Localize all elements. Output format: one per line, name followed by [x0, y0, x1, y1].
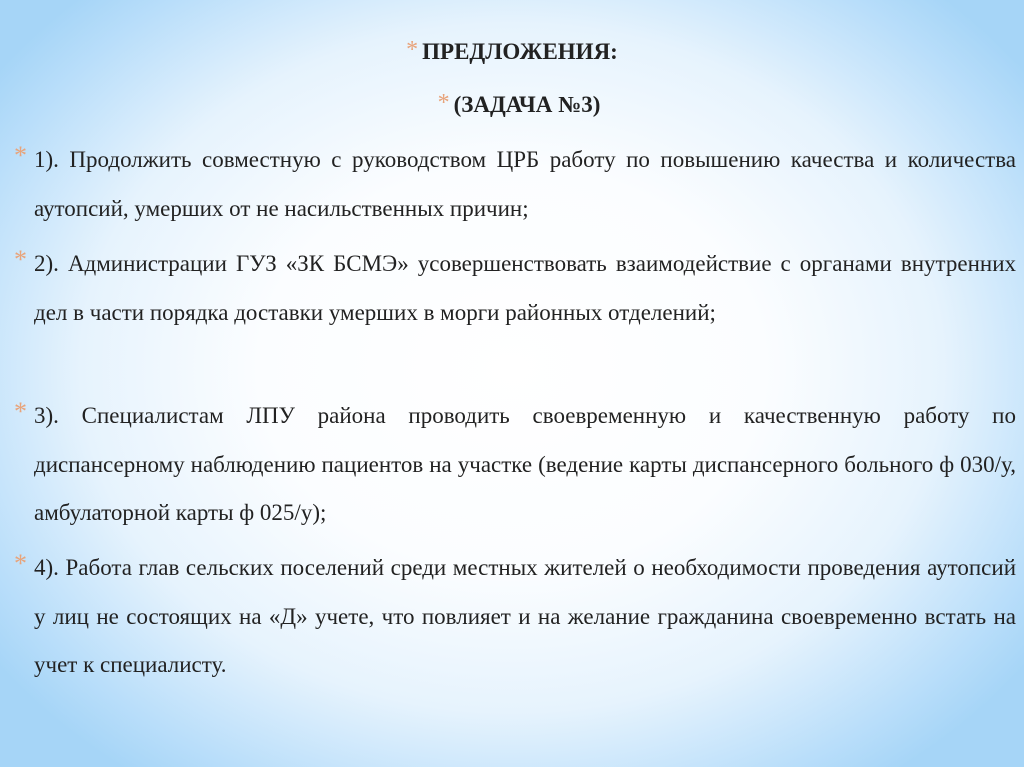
proposal-item-text: 2). Администрации ГУЗ «ЗК БСМЭ» усовершенствовать взаимодействие с органами внутренних дел в части порядка доставки умерших в морги районных отделений;: [34, 251, 1016, 325]
subheading-text: (ЗАДАЧА №3): [453, 92, 601, 117]
proposal-item-2: [14, 240, 1016, 337]
proposal-item-text: 3). Специалистам ЛПУ района проводить своевременную и качественную работу по диспансерному наблюдению пациентов на участке (ведение карты диспансерного больного ф 030/у, амбулаторной карты ф 025/у);: [34, 403, 1016, 525]
bullet-star-icon: *: [406, 37, 419, 63]
bullet-star-icon: *: [437, 90, 450, 116]
proposal-item-3: [14, 392, 1016, 538]
bullet-star-icon: *: [14, 397, 27, 426]
proposal-item-text: 4). Работа глав сельских поселений среди местных жителей о необходимости проведения аутопсий у лиц не состоящих на «Д» учете, что повлияет и на желание гражданина своевременно встать на учет к специалисту.: [34, 555, 1016, 677]
bullet-star-icon: *: [14, 549, 27, 578]
proposal-item-1: [14, 136, 1016, 233]
bullet-star-icon: *: [14, 141, 27, 170]
proposal-item-4: [14, 544, 1016, 690]
slide-heading: [0, 35, 1024, 67]
bullet-star-icon: *: [14, 245, 27, 274]
slide-subheading: [0, 88, 1024, 120]
heading-text: ПРЕДЛОЖЕНИЯ:: [422, 39, 618, 64]
proposal-item-text: 1). Продолжить совместную с руководством ЦРБ работу по повышению качества и количества аутопсий, умерших от не насильственных причин;: [34, 147, 1016, 221]
